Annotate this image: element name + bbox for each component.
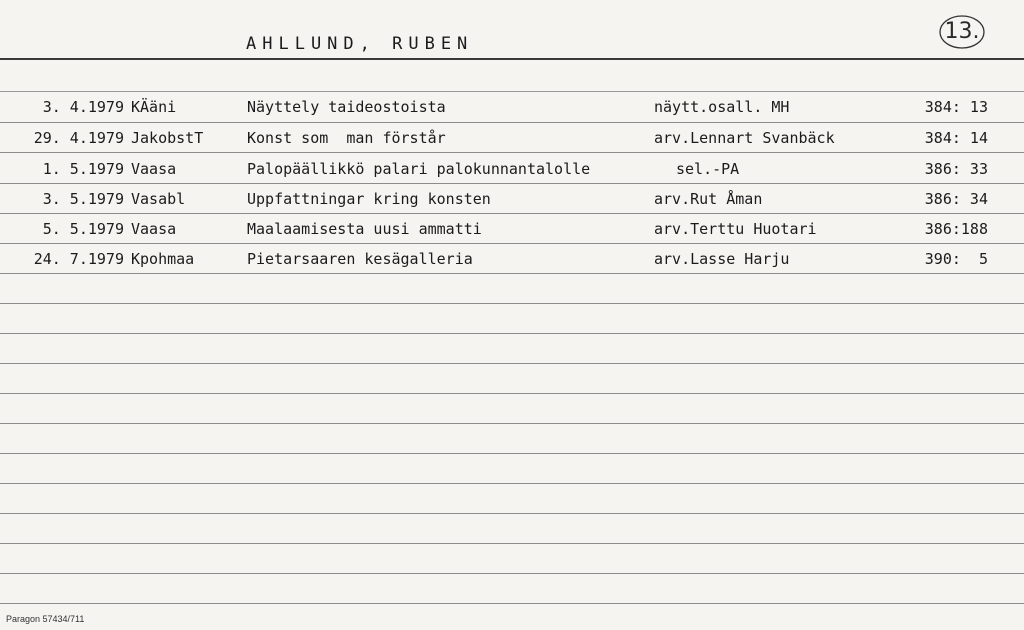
card-print-code: Paragon 57434/711 [6,614,85,624]
entry-date: 29. 4.1979 [33,129,124,147]
entry-title: Palopäällikkö palari palokunnantalolle [247,160,591,178]
rule-line [0,573,1024,574]
rule-line [0,603,1024,604]
entry-place: Vasabl [131,190,186,208]
card-title: AHLLUND, RUBEN [246,34,474,54]
entry-reference: 386: 33 [924,160,988,178]
entry-title: Pietarsaaren kesägalleria [247,250,473,268]
rule-line [0,393,1024,394]
entry-place: JakobstT [131,129,204,147]
entry-date: 3. 4.1979 [42,98,124,116]
rule-line [0,543,1024,544]
entry-place: Vaasa [131,160,177,178]
rule-line [0,453,1024,454]
entry-title: Näyttely taideostoista [247,98,446,116]
entry-reference: 390: 5 [924,250,988,268]
rule-line [0,303,1024,304]
entry-row [0,160,1024,186]
entry-note: arv.Rut Åman [654,190,763,208]
entry-place: Vaasa [131,220,177,238]
entry-note: arv.Lennart Svanbäck [654,129,835,147]
rule-line [0,483,1024,484]
entry-reference: 384: 14 [924,129,988,147]
entry-date: 24. 7.1979 [33,250,124,268]
entry-row [0,98,1024,124]
entry-reference: 384: 13 [924,98,988,116]
entry-row [0,250,1024,276]
page-number: 13. [944,19,980,44]
entry-reference: 386: 34 [924,190,988,208]
entry-title: Maalaamisesta uusi ammatti [247,220,482,238]
entry-title: Konst som man förstår [247,129,446,147]
entry-date: 5. 5.1979 [42,220,124,238]
rule-line [0,513,1024,514]
rule-line [0,333,1024,334]
entry-row [0,220,1024,246]
rule-line [0,423,1024,424]
entry-date: 1. 5.1979 [42,160,124,178]
entry-reference: 386:188 [924,220,988,238]
rule-line [0,363,1024,364]
entry-note: näytt.osall. MH [654,98,790,116]
entry-date: 3. 5.1979 [42,190,124,208]
entry-note: arv.Lasse Harju [654,250,790,268]
entry-row [0,129,1024,155]
entry-note: sel.-PA [676,160,740,178]
page-number-stamp [937,13,987,51]
entry-row [0,190,1024,216]
entry-place: Kpohmaa [131,250,195,268]
header-rule [0,58,1024,60]
entry-note: arv.Terttu Huotari [654,220,817,238]
entry-place: KÄäni [131,98,177,116]
rule-line [0,91,1024,92]
entry-title: Uppfattningar kring konsten [247,190,491,208]
